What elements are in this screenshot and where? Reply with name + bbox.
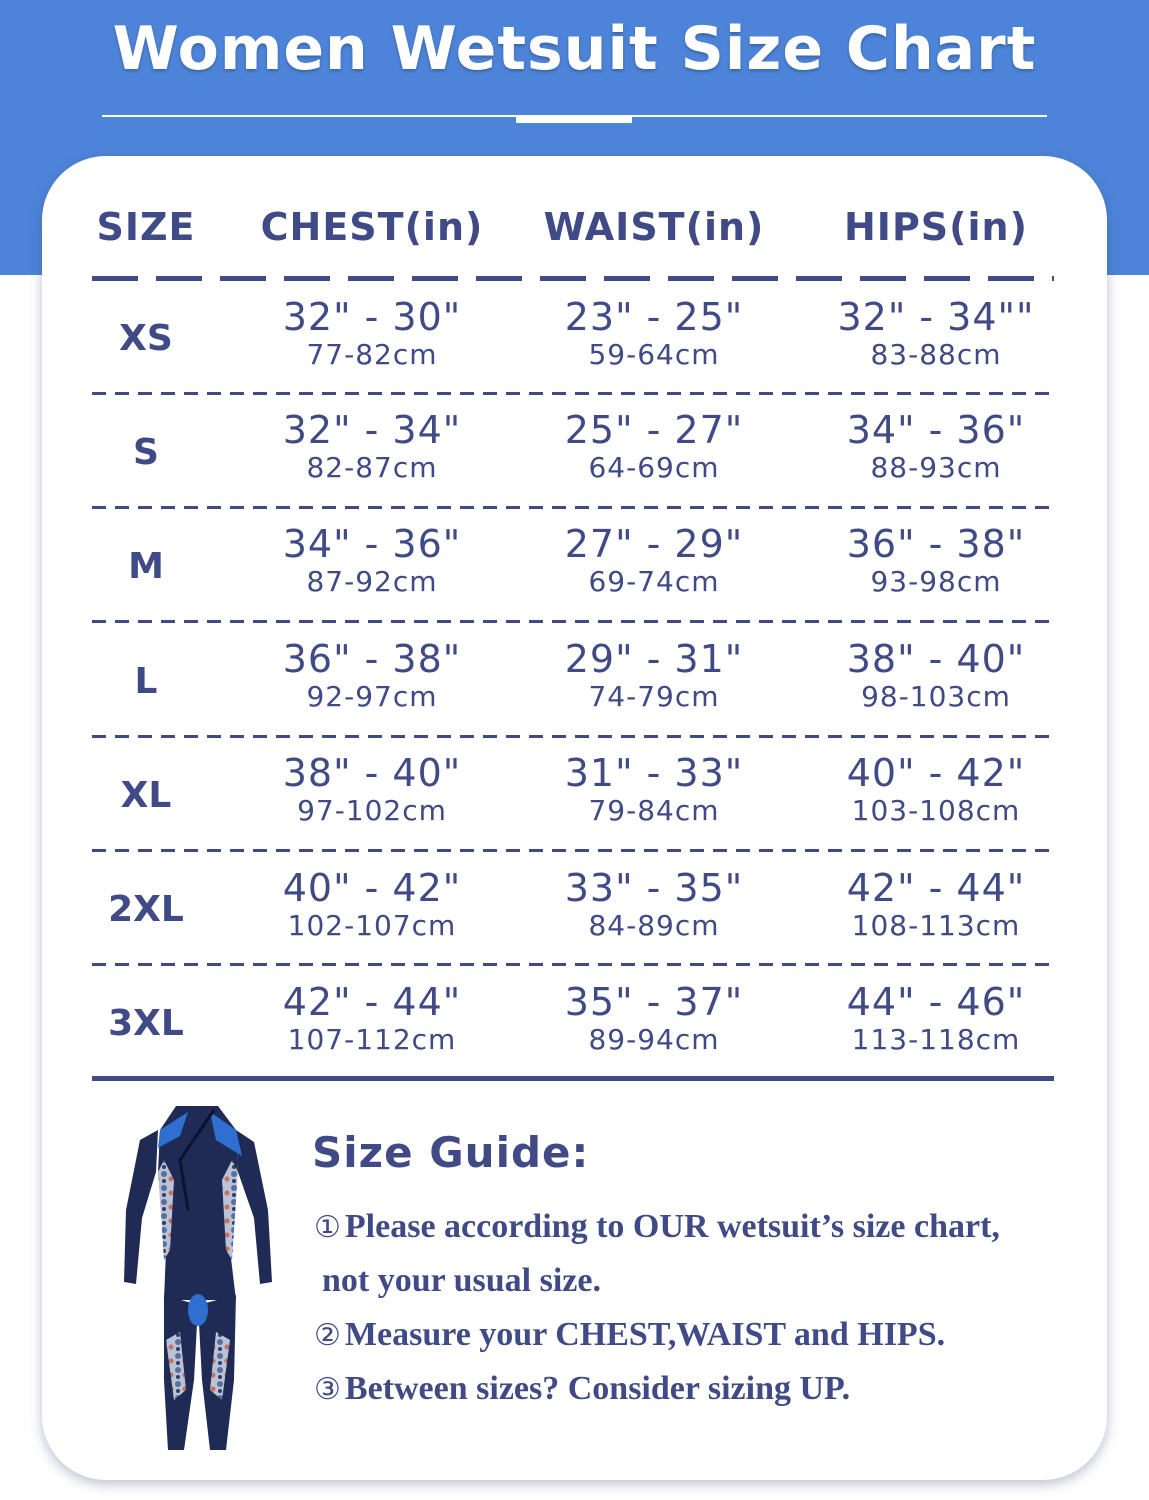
waist-cell <box>514 637 794 713</box>
guide-number-1: ① <box>314 1210 341 1245</box>
hips-cell <box>796 522 1076 598</box>
chest-cm: 92-97cm <box>306 680 438 713</box>
waist-inches: 29" - 31" <box>564 637 744 681</box>
header-divider <box>92 276 1054 281</box>
guide-item-3 <box>314 1370 850 1408</box>
waist-inches: 23" - 25" <box>564 295 744 339</box>
row-divider <box>92 620 1054 623</box>
waist-inches: 31" - 33" <box>564 751 744 795</box>
chest-inches: 36" - 38" <box>282 637 462 681</box>
hips-inches: 32" - 34"" <box>837 295 1035 339</box>
guide-item-2 <box>314 1316 945 1354</box>
guide-item-2-strong-2: HIPS <box>857 1316 937 1353</box>
chest-inches: 32" - 34" <box>282 408 462 452</box>
hips-cell <box>796 295 1076 371</box>
row-divider <box>92 506 1054 509</box>
waist-cm: 74-79cm <box>588 680 720 713</box>
waist-cm: 59-64cm <box>588 338 720 371</box>
hips-cm: 108-113cm <box>851 909 1021 942</box>
size-label: S <box>133 432 159 473</box>
chest-inches: 38" - 40" <box>282 751 462 795</box>
waist-cell <box>514 295 794 371</box>
waist-cell <box>514 522 794 598</box>
chest-cm: 77-82cm <box>306 338 438 371</box>
size-label: M <box>128 546 164 587</box>
row-divider <box>92 392 1054 395</box>
guide-item-1-continued: not your usual size. <box>322 1262 601 1299</box>
chest-cell <box>232 866 512 942</box>
hips-cm: 103-108cm <box>851 794 1021 827</box>
hips-inches: 38" - 40" <box>846 637 1026 681</box>
row-divider <box>92 735 1054 738</box>
guide-item-2-end: . <box>936 1316 946 1353</box>
row-divider <box>92 963 1054 966</box>
size-label: XS <box>119 318 173 359</box>
chest-cm: 97-102cm <box>297 794 447 827</box>
guide-number-3: ③ <box>314 1372 341 1407</box>
chest-cm: 87-92cm <box>306 565 438 598</box>
waist-cell <box>514 408 794 484</box>
waist-cm: 64-69cm <box>588 451 720 484</box>
size-label: 2XL <box>108 889 184 930</box>
guide-item-1 <box>314 1208 1000 1246</box>
hips-cm: 98-103cm <box>861 680 1011 713</box>
guide-item-1-text: Please according to OUR wetsuit’s size chart, <box>344 1208 1000 1245</box>
hips-cell <box>796 751 1076 827</box>
chest-cm: 82-87cm <box>306 451 438 484</box>
hips-cm: 93-98cm <box>870 565 1002 598</box>
guide-item-2-mid: and <box>785 1316 858 1353</box>
size-guide-title: Size Guide: <box>312 1128 590 1177</box>
waist-cm: 69-74cm <box>588 565 720 598</box>
wetsuit-image <box>118 1100 278 1460</box>
chest-cell <box>232 637 512 713</box>
row-divider <box>92 849 1054 852</box>
hips-cm: 88-93cm <box>870 451 1002 484</box>
chest-cell <box>232 295 512 371</box>
chest-inches: 40" - 42" <box>282 866 462 910</box>
hips-cell <box>796 637 1076 713</box>
waist-inches: 35" - 37" <box>564 980 744 1024</box>
waist-cm: 79-84cm <box>588 794 720 827</box>
table-bottom-rule <box>92 1076 1054 1081</box>
guide-number-2: ② <box>314 1318 341 1353</box>
chest-cell <box>232 522 512 598</box>
waist-cell <box>514 980 794 1056</box>
chest-cm: 102-107cm <box>287 909 457 942</box>
waist-cell <box>514 751 794 827</box>
waist-cm: 84-89cm <box>588 909 720 942</box>
waist-inches: 27" - 29" <box>564 522 744 566</box>
waist-inches: 25" - 27" <box>564 408 744 452</box>
chest-inches: 42" - 44" <box>282 980 462 1024</box>
hips-cm: 83-88cm <box>870 338 1002 371</box>
size-label: 3XL <box>108 1003 184 1044</box>
waist-cm: 89-94cm <box>588 1023 720 1056</box>
hips-cell <box>796 866 1076 942</box>
guide-item-2-prefix: Measure your <box>344 1316 556 1353</box>
size-label: XL <box>120 775 172 816</box>
waist-inches: 33" - 35" <box>564 866 744 910</box>
guide-item-3-text: Between sizes? Consider sizing UP. <box>344 1370 851 1407</box>
chest-inches: 34" - 36" <box>282 522 462 566</box>
size-label: L <box>134 661 158 702</box>
hips-cell <box>796 408 1076 484</box>
page-title: Women Wetsuit Size Chart <box>112 14 1037 84</box>
hips-inches: 36" - 38" <box>846 522 1026 566</box>
waist-cell <box>514 866 794 942</box>
chest-cell <box>232 408 512 484</box>
column-header-chest: CHEST(in) <box>260 205 484 249</box>
title-underline-accent <box>516 116 632 123</box>
guide-item-2-strong: CHEST,WAIST <box>555 1316 786 1353</box>
chest-cell <box>232 980 512 1056</box>
hips-inches: 42" - 44" <box>846 866 1026 910</box>
column-header-waist: WAIST(in) <box>543 205 765 249</box>
hips-inches: 44" - 46" <box>846 980 1026 1024</box>
chest-cell <box>232 751 512 827</box>
hips-cm: 113-118cm <box>851 1023 1021 1056</box>
column-header-hips: HIPS(in) <box>844 205 1028 249</box>
hips-inches: 34" - 36" <box>846 408 1026 452</box>
hips-inches: 40" - 42" <box>846 751 1026 795</box>
chest-inches: 32" - 30" <box>282 295 462 339</box>
hips-cell <box>796 980 1076 1056</box>
column-header-size: SIZE <box>96 205 196 249</box>
chest-cm: 107-112cm <box>287 1023 457 1056</box>
